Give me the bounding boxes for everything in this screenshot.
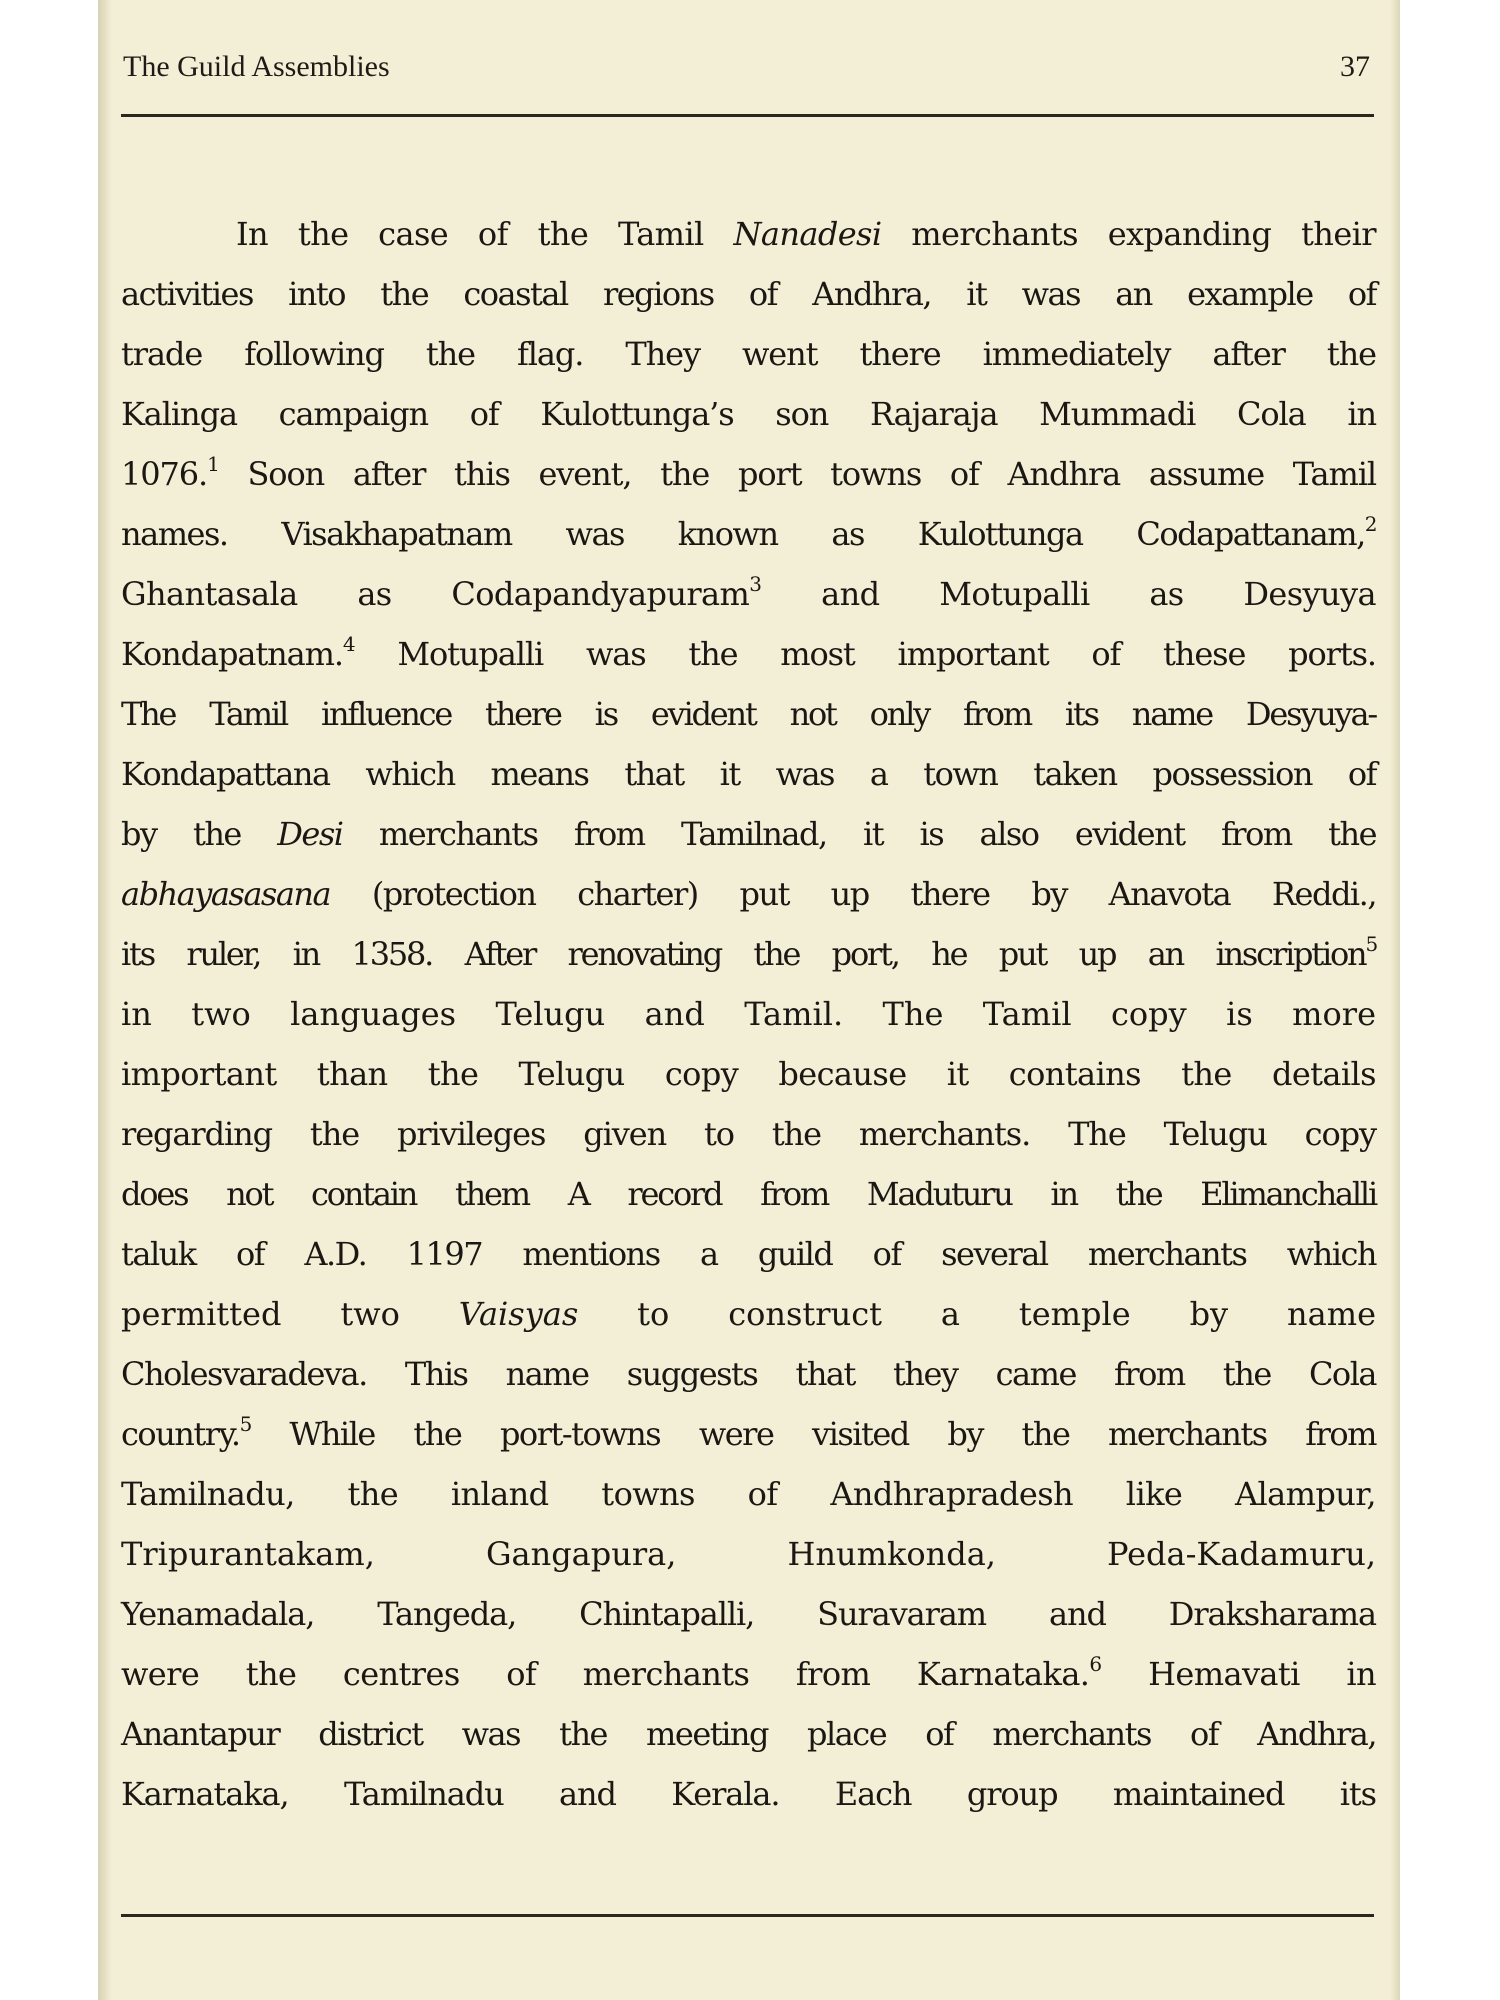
text-line: does not contain them A record from Maduturu in the Elimanchalli — [121, 1175, 1376, 1213]
header-rule — [121, 114, 1374, 117]
text-line: names. Visakhapatnam was known as Kulottunga Codapattanam,$^2$ — [121, 512, 1376, 553]
text-line: In the case of the Tamil Nanadesi merchants expanding their — [236, 215, 1376, 253]
running-head: The Guild Assemblies — [123, 50, 390, 83]
text-line: in two languages Telugu and Tamil. The Tamil copy is more — [121, 995, 1376, 1033]
text-line: country.$^5$ While the port-towns were visited by the merchants from — [121, 1412, 1376, 1453]
text-line: Kalinga campaign of Kulottunga’s son Rajaraja Mummadi Cola in — [121, 395, 1376, 433]
page-edge-shadow — [1390, 0, 1400, 2000]
text-line: The Tamil influence there is evident not only from its name Desyuya- — [121, 695, 1376, 733]
text-line: Karnataka, Tamilnadu and Kerala. Each group maintained its — [121, 1775, 1376, 1813]
footer-rule — [121, 1914, 1374, 1917]
page-gutter-shadow — [98, 0, 112, 2000]
text-line: were the centres of merchants from Karnataka.$^6$ Hemavati in — [121, 1652, 1376, 1693]
text-line: abhayasasana (protection charter) put up there by Anavota Reddi., — [121, 875, 1376, 913]
text-line: Anantapur district was the meeting place of merchants of Andhra, — [121, 1715, 1376, 1753]
footnote-ref: 3 — [749, 572, 762, 596]
text-line: important than the Telugu copy because it contains the details — [121, 1055, 1376, 1093]
text-line: Cholesvaradeva. This name suggests that they came from the Cola — [121, 1355, 1376, 1393]
text-line: 1076.$^1$ Soon after this event, the port towns of Andhra assume Tamil — [121, 452, 1376, 493]
text-line: Kondapatnam.$^4$ Motupalli was the most important of these ports. — [121, 632, 1376, 673]
italic-term: abhayasasana — [121, 875, 331, 913]
text-line: Yenamadala, Tangeda, Chintapalli, Suravaram and Draksharama — [121, 1595, 1376, 1633]
text-line: by the Desi merchants from Tamilnad, it is also evident from the — [121, 815, 1377, 853]
footnote-ref: 6 — [1089, 1652, 1102, 1676]
italic-term: Nanadesi — [733, 215, 882, 253]
italic-term: Desi — [277, 815, 343, 853]
text-line: activities into the coastal regions of Andhra, it was an example of — [121, 275, 1376, 313]
body-paragraph — [121, 204, 1376, 1824]
text-line: Tamilnadu, the inland towns of Andhrapradesh like Alampur, — [121, 1475, 1376, 1513]
text-line: Ghantasala as Codapandyapuram$^3$ and Motupalli as Desyuya — [121, 572, 1376, 613]
text-line: Kondapattana which means that it was a town taken possession of — [121, 755, 1376, 793]
text-line: permitted two Vaisyas to construct a temple by name — [121, 1295, 1377, 1333]
italic-term: Vaisyas — [458, 1295, 579, 1333]
footnote-ref: 5 — [239, 1412, 251, 1436]
text-line: its ruler, in 1358. After renovating the port, he put up an inscription$^5$ — [121, 932, 1376, 973]
footnote-ref: 5 — [1365, 932, 1376, 956]
footnote-ref: 4 — [342, 632, 355, 656]
footnote-ref: 1 — [207, 452, 219, 476]
footnote-ref: 2 — [1364, 512, 1376, 536]
text-line: taluk of A.D. 1197 mentions a guild of several merchants which — [121, 1235, 1376, 1273]
page-number: 37 — [1340, 50, 1370, 83]
text-line: Tripurantakam, Gangapura, Hnumkonda, Peda-Kadamuru, — [121, 1535, 1376, 1573]
text-line: trade following the flag. They went there immediately after the — [121, 335, 1376, 373]
text-line: regarding the privileges given to the merchants. The Telugu copy — [121, 1115, 1376, 1153]
